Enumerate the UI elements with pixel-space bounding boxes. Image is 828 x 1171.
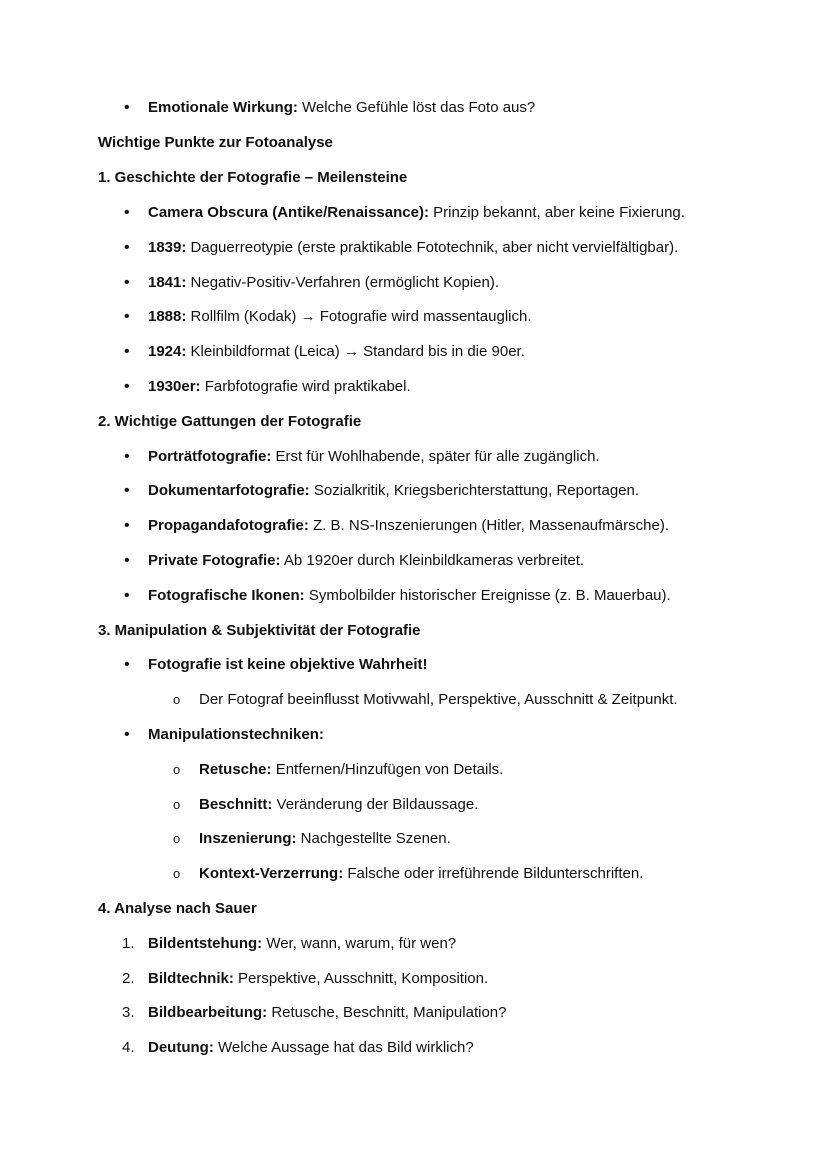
numbered-item <box>0 968 828 990</box>
main-heading: Wichtige Punkte zur Fotoanalyse <box>98 134 333 151</box>
list-item-text: Propagandafotografie: Z. B. NS-Inszenierungen (Hitler, Massenaufmärsche). <box>148 517 669 534</box>
list-item <box>0 376 828 398</box>
bullet-marker: • <box>124 308 130 325</box>
numbered-item-text: Bildtechnik: Perspektive, Ausschnitt, Komposition. <box>148 970 489 987</box>
circle-marker: o <box>173 797 181 812</box>
bullet-marker: • <box>124 552 130 569</box>
section-heading: 3. Manipulation & Subjektivität der Fotografie <box>98 622 421 639</box>
bullet-marker: • <box>124 99 130 116</box>
bullet-marker: • <box>124 239 130 256</box>
list-item <box>0 97 828 119</box>
list-item <box>0 202 828 224</box>
circle-marker: o <box>173 692 181 707</box>
list-item-description: Welche Gefühle löst das Foto aus? <box>297 99 536 116</box>
numbered-item-text: Bildbearbeitung: Retusche, Beschnitt, Manipulation? <box>148 1004 507 1021</box>
sub-list-item <box>0 689 828 711</box>
bullet-marker: • <box>124 726 130 743</box>
list-item <box>0 272 828 294</box>
list-item-text: Porträtfotografie: Erst für Wohlhabende, später für alle zugänglich. <box>148 448 600 465</box>
list-item-text: 1930er: Farbfotografie wird praktikabel. <box>148 378 411 395</box>
list-item-text: 1839: Daguerreotypie (erste praktikable Fototechnik, aber nicht vervielfältigbar). <box>148 239 679 256</box>
list-item-text: Fotografische Ikonen: Symbolbilder historischer Ereignisse (z. B. Mauerbau). <box>148 587 671 604</box>
list-item <box>0 585 828 607</box>
bullet-marker: • <box>124 378 130 395</box>
section-heading: 4. Analyse nach Sauer <box>98 900 257 917</box>
list-item-text: Dokumentarfotografie: Sozialkritik, Kriegsberichterstattung, Reportagen. <box>148 482 640 499</box>
sub-list-item-text: Beschnitt: Veränderung der Bildaussage. <box>199 796 479 813</box>
numbered-item <box>0 933 828 955</box>
circle-marker: o <box>173 866 181 881</box>
list-item-text <box>148 97 535 119</box>
list-item-text: Manipulationstechniken: <box>148 726 324 743</box>
section-heading: 1. Geschichte der Fotografie – Meilensteine <box>98 169 408 186</box>
bullet-marker: • <box>124 656 130 673</box>
sub-list-item <box>0 759 828 781</box>
list-item <box>0 237 828 259</box>
bullet-marker: • <box>124 587 130 604</box>
numbered-item <box>0 1002 828 1024</box>
numbered-item-text: Bildentstehung: Wer, wann, warum, für wen? <box>148 935 457 952</box>
sub-list-item <box>0 828 828 850</box>
sub-list-item <box>0 863 828 885</box>
list-item-text: Camera Obscura (Antike/Renaissance): Prinzip bekannt, aber keine Fixierung. <box>148 204 685 221</box>
list-item-text: 1924: Kleinbildformat (Leica) → Standard bis in die 90er. <box>148 343 525 360</box>
list-item <box>0 341 828 363</box>
bullet-marker: • <box>124 517 130 534</box>
list-item <box>0 446 828 468</box>
list-item <box>0 306 828 328</box>
circle-marker: o <box>173 831 181 846</box>
page-title <box>0 132 828 154</box>
sub-list-item-text: Kontext-Verzerrung: Falsche oder irreführende Bildunterschriften. <box>199 865 644 882</box>
sub-list-item <box>0 794 828 816</box>
list-item-text: 1841: Negativ-Positiv-Verfahren (ermöglicht Kopien). <box>148 274 500 291</box>
bullet-marker: • <box>124 343 130 360</box>
bullet-marker: • <box>124 204 130 221</box>
section-heading: 2. Wichtige Gattungen der Fotografie <box>98 413 362 430</box>
numbered-item-text: Deutung: Welche Aussage hat das Bild wirklich? <box>148 1039 474 1056</box>
list-item <box>0 724 828 746</box>
list-item-text: Fotografie ist keine objektive Wahrheit! <box>148 656 428 673</box>
list-item <box>0 515 828 537</box>
item-number: 3. <box>122 1004 135 1021</box>
list-item-text: 1888: Rollfilm (Kodak) → Fotografie wird massentauglich. <box>148 308 532 325</box>
item-number: 4. <box>122 1039 135 1056</box>
numbered-item <box>0 1037 828 1059</box>
list-item <box>0 480 828 502</box>
sub-list-item-text: Retusche: Entfernen/Hinzufügen von Details. <box>199 761 504 778</box>
item-number: 1. <box>122 935 135 952</box>
bullet-marker: • <box>124 448 130 465</box>
bullet-marker: • <box>124 482 130 499</box>
sub-list-item-text: Inszenierung: Nachgestellte Szenen. <box>199 830 451 847</box>
list-item-term: Emotionale Wirkung: <box>148 99 298 116</box>
sub-list-item-text: Der Fotograf beeinflusst Motivwahl, Perspektive, Ausschnitt & Zeitpunkt. <box>199 691 678 708</box>
circle-marker: o <box>173 762 181 777</box>
list-item-text: Private Fotografie: Ab 1920er durch Kleinbildkameras verbreitet. <box>148 552 585 569</box>
list-item <box>0 550 828 572</box>
item-number: 2. <box>122 970 135 987</box>
bullet-marker: • <box>124 274 130 291</box>
list-item <box>0 654 828 676</box>
